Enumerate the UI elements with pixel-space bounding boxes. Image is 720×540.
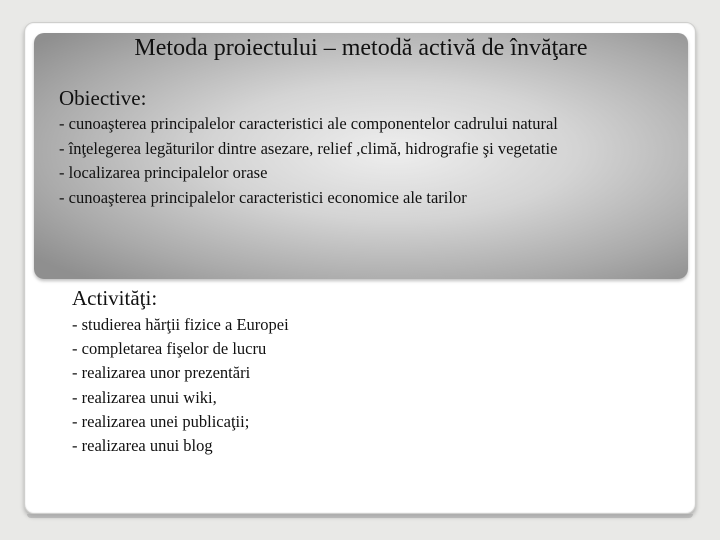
activity-item: - realizarea unui blog [72, 436, 213, 456]
activity-item: - realizarea unei publicaţii; [72, 411, 250, 431]
activities-list [72, 313, 632, 458]
objective-item: - cunoaşterea principalelor caracteristici ale componentelor cadrului natural [59, 114, 558, 133]
objective-item: - cunoaşterea principalelor caracteristici economice ale tarilor [59, 187, 467, 207]
activity-item: - realizarea unui wiki, [72, 387, 217, 407]
objective-item: - localizarea principalelor orase [59, 163, 268, 182]
activity-item: - studierea hărţii fizice a Europei [72, 315, 289, 334]
activity-item: - completarea fişelor de lucru [72, 339, 267, 359]
activities-heading: Activităţi: [72, 286, 158, 310]
activity-item: - realizarea unor prezentări [72, 363, 251, 383]
objectives-heading: Obiective: [59, 86, 147, 110]
objectives-list [59, 112, 659, 210]
objective-item: - înţelegerea legăturilor dintre asezare, relief ,climă, hidrografie şi vegetatie [59, 138, 558, 158]
slide-title: Metoda proiectului – metodă activă de învăţare [134, 35, 588, 61]
